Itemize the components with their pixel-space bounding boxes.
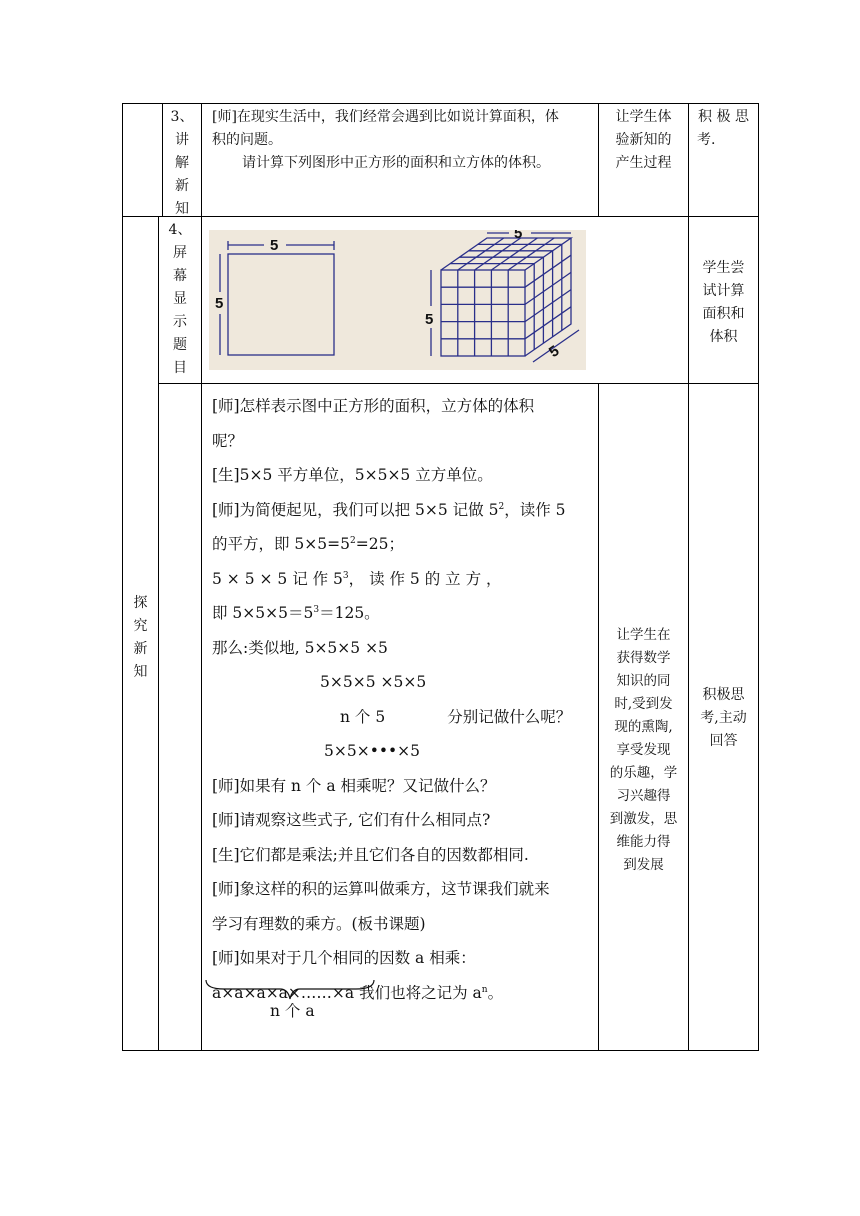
row3-line-14: [生]它们都是乘法;并且它们各自的因数都相同. (212, 845, 529, 864)
row3-line-2: 呢？ (212, 431, 244, 450)
step-4-label: 4、 屏 幕 显 示 题 目 (168, 222, 192, 376)
row1-line2: 积的问题。 (212, 132, 282, 148)
square-side-label: 5 (215, 295, 224, 312)
square-and-cube-figure (209, 230, 586, 370)
row1-bottom-border (122, 216, 759, 217)
row2-student-activity: 学生尝 试计算 面积和 体积 (702, 260, 745, 345)
square-top-label: 5 (270, 237, 279, 254)
row3-line-17: [师]如果对于几个相同的因数 a 相乘： (212, 949, 476, 967)
row3-line-10: n 个 5 分别记做什么呢？ (340, 707, 572, 726)
row3-line-1: [师]怎样表示图中正方形的面积，立方体的体积 (212, 397, 535, 415)
row3-student-activity: 积极思 考,主动 回答 (700, 687, 747, 749)
row3-line-16: 学习有理数的乘方。(板书课题) (212, 914, 426, 933)
cube-front-face (441, 270, 525, 356)
cube-side-face (525, 238, 571, 356)
row3-line-7: 即 $5\times 5\times 5=5^3=125$。 (212, 604, 380, 622)
n-a-label: n 个 a (270, 1002, 315, 1020)
row3-line-6: 5 × 5 × 5 记 作 $5^3$， 读 作 5 的 立 方 ， (212, 569, 502, 588)
row1-student-activity: 积 极 思 考. (697, 109, 749, 148)
step-3-label: 3、 讲 解 新 知 (170, 109, 194, 217)
row3-line-11: 5×5×•••×5 (324, 742, 420, 760)
row3-line-8: 那么:类似地, 5×5×5 ×5 (212, 638, 388, 657)
cube-top-face (441, 238, 571, 270)
row3-line-13: [师]请观察这些式子, 它们有什么相同点? (212, 811, 491, 829)
row3-line-15: [师]象这样的积的运算叫做乘方，这节课我们就来 (212, 880, 550, 898)
row3-line-3: [生]5×5 平方单位，5×5×5 立方单位。 (212, 466, 493, 484)
row3-intent: 让学生在 获得数学 知识的同 时,受到发 现的熏陶, 享受发现 的乐趣，学 习兴趣得 到激发，思 维能力得 到发展 (609, 627, 678, 873)
cube-top-label: 5 (514, 230, 523, 242)
row2-bottom-border (158, 383, 759, 384)
figure-drawing (209, 230, 586, 370)
row3-content (212, 389, 596, 1010)
row1-line1: [师]在现实生活中，我们经常会遇到比如说计算面积，体 (212, 109, 559, 125)
row3-line-18: a×a×a×a×……×a 我们也将之记为 $a^n$。 (212, 983, 504, 1002)
step-col-divider (201, 103, 202, 1051)
table-top-border (122, 103, 759, 104)
table-right-border (758, 103, 759, 1051)
cube-depth-label: 5 (545, 342, 563, 362)
row3-line-5: 的平方，即 $5\times 5=5^2=25$； (212, 535, 404, 553)
row1-content (212, 106, 596, 175)
cube-side-label: 5 (425, 311, 434, 328)
intent-col-divider (688, 103, 689, 1051)
row3-line-12: [师]如果有 n 个 a 相乘呢？又记做什么？ (212, 776, 496, 795)
row1-intent: 让学生体 验新知的 产生过程 (615, 109, 672, 171)
row3-line-9: 5×5×5 ×5×5 (320, 673, 427, 691)
stage-label: 探 究 新 知 (133, 595, 148, 680)
table-bottom-border (122, 1050, 759, 1051)
row3-line-4: [师]为简便起见，我们可以把 5×5 记做 $5^2$，读作 5 (212, 500, 566, 519)
square-shape (228, 254, 334, 355)
row1-line3: 请计算下列图形中正方形的面积和立方体的体积。 (242, 155, 550, 171)
table-left-border (122, 103, 123, 1051)
